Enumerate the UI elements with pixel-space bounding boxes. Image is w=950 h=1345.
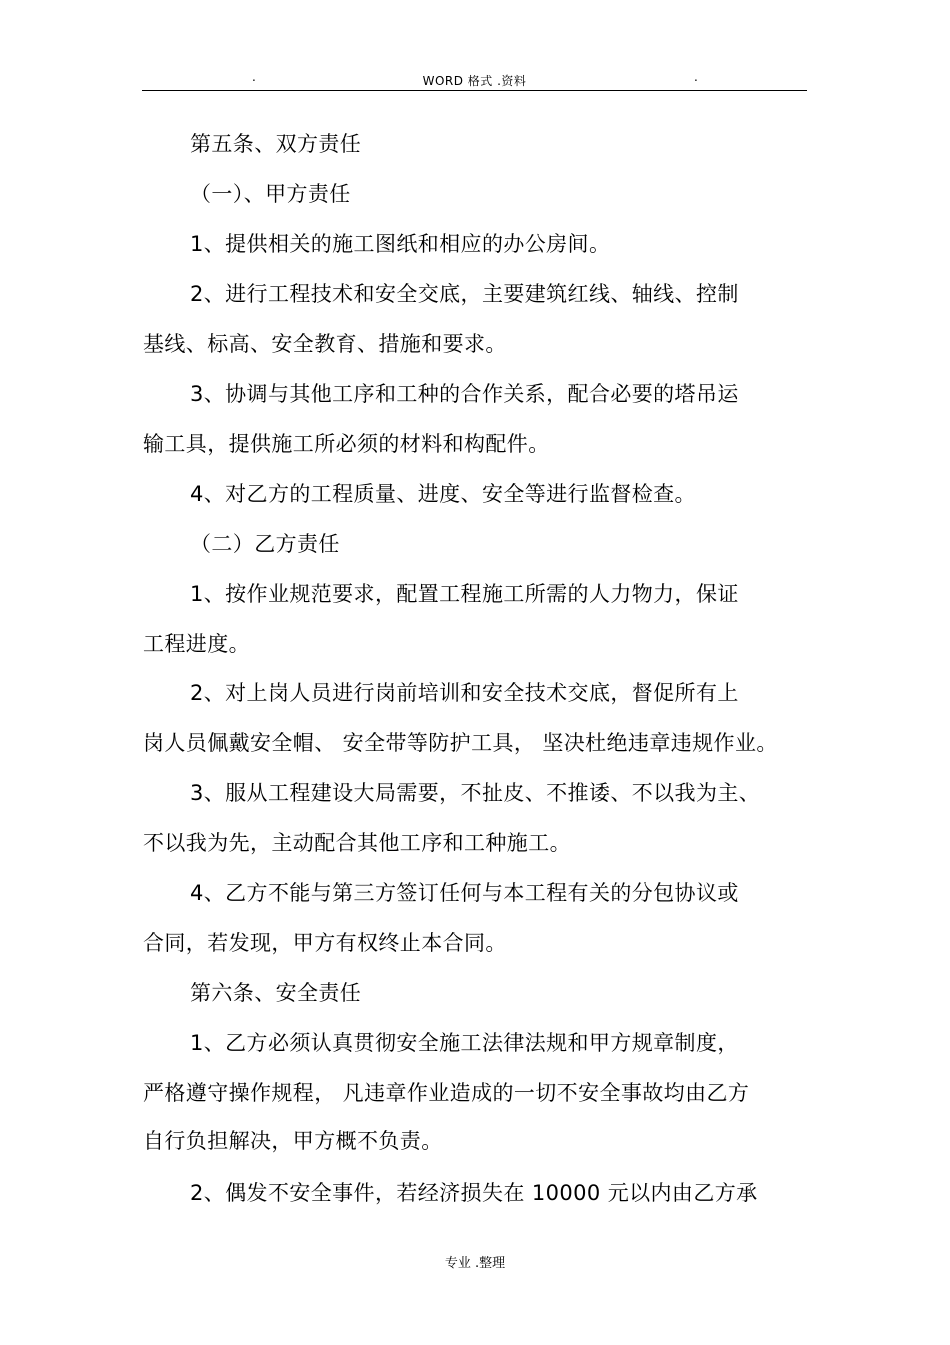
page-header xyxy=(142,68,807,91)
paragraph-line: 不以我为先，主动配合其他工序和工种施工。 xyxy=(143,831,571,855)
paragraph-line: 3、服从工程建设大局需要，不扯皮、不推诿、不以我为主、 xyxy=(190,781,761,805)
header-title: WORD 格式 .资料 xyxy=(422,74,527,88)
page-footer: 专业 .整理 xyxy=(444,1256,506,1271)
paragraph-line: 4、对乙方的工程质量、进度、安全等进行监督检查。 xyxy=(190,482,696,506)
section-heading-party-b: （二）乙方责任 xyxy=(190,532,340,556)
header-dot-left: . xyxy=(252,70,256,84)
paragraph-line: 合同，若发现，甲方有权终止本合同。 xyxy=(143,931,507,955)
paragraph-line: 严格遵守操作规程， 凡违章作业造成的一切不安全事故均由乙方 xyxy=(143,1081,750,1105)
paragraph-line: 1、乙方必须认真贯彻安全施工法律法规和甲方规章制度， xyxy=(190,1031,739,1055)
paragraph-line: 自行负担解决，甲方概不负责。 xyxy=(143,1129,443,1153)
paragraph-line: 2、进行工程技术和安全交底，主要建筑红线、轴线、控制 xyxy=(190,282,739,306)
paragraph-line: 输工具，提供施工所必须的材料和构配件。 xyxy=(143,432,550,456)
paragraph-line: 基线、标高、安全教育、措施和要求。 xyxy=(143,332,507,356)
paragraph-line: 2、对上岗人员进行岗前培训和安全技术交底，督促所有上 xyxy=(190,681,739,705)
paragraph-line: 1、提供相关的施工图纸和相应的办公房间。 xyxy=(190,232,611,256)
paragraph-line: 岗人员佩戴安全帽、 安全带等防护工具， 坚决杜绝违章违规作业。 xyxy=(143,731,778,755)
section-heading-party-a: （一）、甲方责任 xyxy=(190,182,351,206)
paragraph-line: 1、按作业规范要求，配置工程施工所需的人力物力，保证 xyxy=(190,582,739,606)
paragraph-line: 工程进度。 xyxy=(143,632,250,656)
header-dot-right: . xyxy=(694,70,698,84)
article-heading-5: 第五条、双方责任 xyxy=(190,132,362,156)
paragraph-line: 2、偶发不安全事件，若经济损失在 10000 元以内由乙方承 xyxy=(190,1181,758,1205)
paragraph-line: 3、协调与其他工序和工种的合作关系，配合必要的塔吊运 xyxy=(190,382,739,406)
article-heading-6: 第六条、安全责任 xyxy=(190,981,362,1005)
paragraph-line: 4、乙方不能与第三方签订任何与本工程有关的分包协议或 xyxy=(190,881,739,905)
